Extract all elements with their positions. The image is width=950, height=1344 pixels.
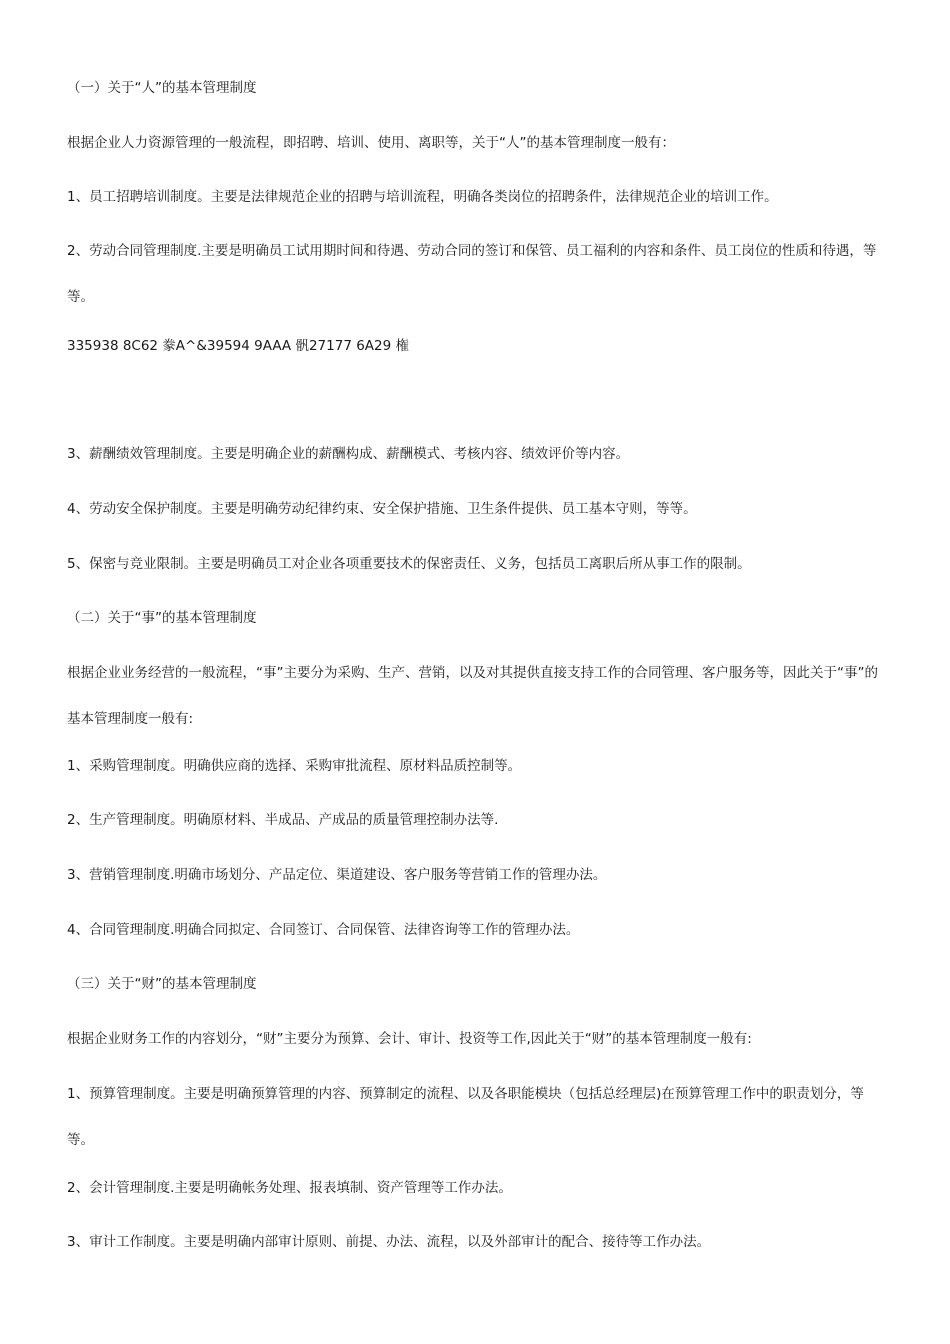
- paragraph: 根据企业业务经营的一般流程，“事”主要分为采购、生产、营销，以及对其提供直接支持工作的合同管理、客户服务等，因此关于“事”的基本管理制度一般有:: [67, 665, 878, 727]
- section-heading-people: （一）关于“人”的基本管理制度: [67, 80, 257, 96]
- paragraph: 3、审计工作制度。主要是明确内部审计原则、前提、办法、流程，以及外部审计的配合、接待等工作办法。: [67, 1234, 711, 1250]
- section-heading-affairs: （二）关于“事”的基本管理制度: [67, 610, 257, 626]
- paragraph: 1、采购管理制度。明确供应商的选择、采购审批流程、原材料品质控制等。: [67, 758, 522, 774]
- paragraph: 根据企业人力资源管理的一般流程，即招聘、培训、使用、离职等，关于“人”的基本管理制度一般有：: [67, 135, 675, 151]
- paragraph-code-line: 335938 8C62 豢A^&39594 9AAA 骪27177 6A29 権: [67, 338, 409, 354]
- paragraph: 4、劳动安全保护制度。主要是明确劳动纪律约束、安全保护措施、卫生条件提供、员工基本守则，等等。: [67, 501, 697, 517]
- paragraph: 1、员工招聘培训制度。主要是法律规范企业的招聘与培训流程，明确各类岗位的招聘条件，法律规范企业的培训工作。: [67, 189, 778, 205]
- paragraph: 根据企业财务工作的内容划分，“财”主要分为预算、会计、审计、投资等工作,因此关于“财”的基本管理制度一般有:: [67, 1031, 752, 1047]
- paragraph: 2、劳动合同管理制度.主要是明确员工试用期时间和待遇、劳动合同的签订和保管、员工福利的内容和条件、员工岗位的性质和待遇，等等。: [67, 243, 877, 305]
- paragraph: 4、合同管理制度.明确合同拟定、合同签订、合同保管、法律咨询等工作的管理办法。: [67, 922, 580, 938]
- paragraph: 5、保密与竞业限制。主要是明确员工对企业各项重要技术的保密责任、义务，包括员工离职后所从事工作的限制。: [67, 556, 751, 572]
- paragraph: 3、营销管理制度.明确市场划分、产品定位、渠道建设、客户服务等营销工作的管理办法。: [67, 867, 607, 883]
- section-heading-finance: （三）关于“财”的基本管理制度: [67, 976, 257, 992]
- paragraph: 3、薪酬绩效管理制度。主要是明确企业的薪酬构成、薪酬模式、考核内容、绩效评价等内容。: [67, 446, 630, 462]
- paragraph: 2、生产管理制度。明确原材料、半成品、产成品的质量管理控制办法等.: [67, 812, 499, 828]
- paragraph: 2、会计管理制度.主要是明确帐务处理、报表填制、资产管理等工作办法。: [67, 1180, 512, 1196]
- paragraph: 1、预算管理制度。主要是明确预算管理的内容、预算制定的流程、以及各职能模块（包括总经理层)在预算管理工作中的职责划分，等等。: [67, 1086, 864, 1148]
